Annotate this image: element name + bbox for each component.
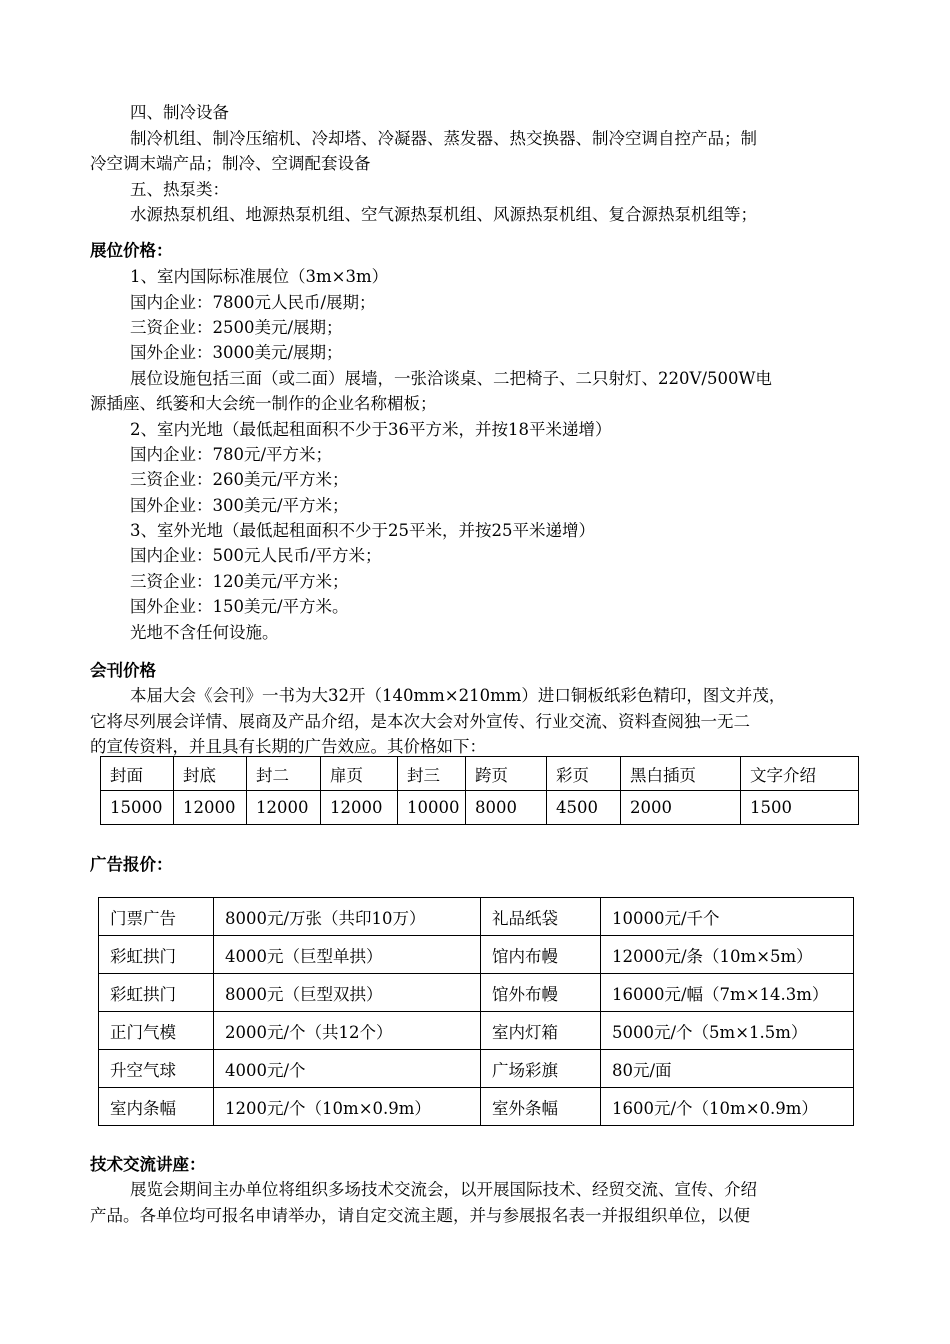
ad-item: 门票广告 <box>99 898 214 936</box>
booth-line: 国内企业：500元人民币/平方米； <box>130 546 382 565</box>
ad-price: 1600元/个（10m×0.9m） <box>601 1088 854 1126</box>
table-row <box>99 974 854 1012</box>
ad-item: 彩虹拱门 <box>99 936 214 974</box>
booth-line: 国内企业：780元/平方米； <box>130 445 333 464</box>
table-cell: 1500 <box>741 791 859 825</box>
ad-price: 1200元/个（10m×0.9m） <box>214 1088 481 1126</box>
table-cell: 15000 <box>101 791 174 825</box>
ad-price-table <box>98 897 854 1126</box>
table-row <box>99 936 854 974</box>
booth-line: 展位设施包括三面（或二面）展墙，一张洽谈桌、二把椅子、二只射灯、220V/500W电 <box>130 369 772 388</box>
seminar-heading: 技术交流讲座： <box>90 1155 206 1174</box>
table-cell: 4500 <box>547 791 621 825</box>
table-row <box>101 791 859 825</box>
publication-price-heading: 会刊价格 <box>90 661 156 680</box>
table-cell: 2000 <box>621 791 741 825</box>
ad-price: 2000元/个（共12个） <box>214 1012 481 1050</box>
booth-price-heading: 展位价格： <box>90 241 173 260</box>
ad-price: 16000元/幅（7m×14.3m） <box>601 974 854 1012</box>
table-cell: 12000 <box>174 791 247 825</box>
ad-item: 馆内布幔 <box>481 936 601 974</box>
table-header-cell: 扉页 <box>321 757 398 791</box>
booth-line: 3、室外光地（最低起租面积不少于25平米，并按25平米递增） <box>130 521 595 540</box>
booth-line: 三资企业：2500美元/展期； <box>130 318 343 337</box>
ad-price: 10000元/千个 <box>601 898 854 936</box>
ad-item: 室外条幅 <box>481 1088 601 1126</box>
publication-text-line-3: 的宣传资料，并且具有长期的广告效应。其价格如下： <box>90 737 486 756</box>
category-5-text-line-1: 水源热泵机组、地源热泵机组、空气源热泵机组、风源热泵机组、复合源热泵机组等； <box>130 205 757 224</box>
table-header-cell: 文字介绍 <box>741 757 859 791</box>
ad-item: 广场彩旗 <box>481 1050 601 1088</box>
ad-price: 4000元/个 <box>214 1050 481 1088</box>
table-header-cell: 跨页 <box>466 757 547 791</box>
table-header-cell: 封三 <box>398 757 466 791</box>
booth-line: 三资企业：120美元/平方米； <box>130 572 349 591</box>
ad-item: 室内条幅 <box>99 1088 214 1126</box>
seminar-text-line-2: 产品。各单位均可报名申请举办，请自定交流主题，并与参展报名表一并报组织单位，以便 <box>90 1206 750 1225</box>
category-4-text-line-1: 制冷机组、制冷压缩机、冷却塔、冷凝器、蒸发器、热交换器、制冷空调自控产品；制 <box>130 129 757 148</box>
table-header-cell: 封面 <box>101 757 174 791</box>
table-row <box>99 898 854 936</box>
ad-price: 5000元/个（5m×1.5m） <box>601 1012 854 1050</box>
table-header-row <box>101 757 859 791</box>
ad-price: 8000元（巨型双拱） <box>214 974 481 1012</box>
table-header-cell: 彩页 <box>547 757 621 791</box>
booth-line: 三资企业：260美元/平方米； <box>130 470 349 489</box>
table-cell: 8000 <box>466 791 547 825</box>
table-row <box>99 1050 854 1088</box>
ad-item: 彩虹拱门 <box>99 974 214 1012</box>
ad-price: 12000元/条（10m×5m） <box>601 936 854 974</box>
seminar-text-line-1: 展览会期间主办单位将组织多场技术交流会，以开展国际技术、经贸交流、宣传、介绍 <box>130 1180 757 1199</box>
ad-price: 4000元（巨型单拱） <box>214 936 481 974</box>
publication-text-line-1: 本届大会《会刊》一书为大32开（140mm×210mm）进口铜板纸彩色精印，图文并茂， <box>130 686 786 705</box>
ad-price-heading: 广告报价： <box>90 855 173 874</box>
table-row <box>99 1012 854 1050</box>
publication-text-line-2: 它将尽列展会详情、展商及产品介绍，是本次大会对外宣传、行业交流、资料查阅独一无二 <box>90 712 750 731</box>
ad-item: 升空气球 <box>99 1050 214 1088</box>
table-header-cell: 封底 <box>174 757 247 791</box>
booth-line: 国内企业：7800元人民币/展期； <box>130 293 376 312</box>
table-cell: 10000 <box>398 791 466 825</box>
table-header-cell: 黑白插页 <box>621 757 741 791</box>
ad-item: 正门气模 <box>99 1012 214 1050</box>
ad-item: 礼品纸袋 <box>481 898 601 936</box>
booth-line: 国外企业：150美元/平方米。 <box>130 597 349 616</box>
booth-line: 国外企业：300美元/平方米； <box>130 496 349 515</box>
table-cell: 12000 <box>321 791 398 825</box>
category-5-title: 五、热泵类： <box>130 180 229 199</box>
ad-price: 8000元/万张（共印10万） <box>214 898 481 936</box>
booth-line: 2、室内光地（最低起租面积不少于36平方米，并按18平米递增） <box>130 420 612 439</box>
booth-line: 国外企业：3000美元/展期； <box>130 343 343 362</box>
ad-item: 馆外布幔 <box>481 974 601 1012</box>
publication-price-table <box>100 756 859 825</box>
ad-price: 80元/面 <box>601 1050 854 1088</box>
booth-line: 1、室内国际标准展位（3m×3m） <box>130 267 389 286</box>
ad-item: 室内灯箱 <box>481 1012 601 1050</box>
table-row <box>99 1088 854 1126</box>
table-header-cell: 封二 <box>247 757 321 791</box>
booth-line: 源插座、纸篓和大会统一制作的企业名称楣板； <box>90 394 437 413</box>
category-4-text-line-2: 冷空调末端产品；制冷、空调配套设备 <box>90 154 371 173</box>
table-cell: 12000 <box>247 791 321 825</box>
category-4-title: 四、制冷设备 <box>130 103 229 122</box>
booth-line: 光地不含任何设施。 <box>130 623 279 642</box>
